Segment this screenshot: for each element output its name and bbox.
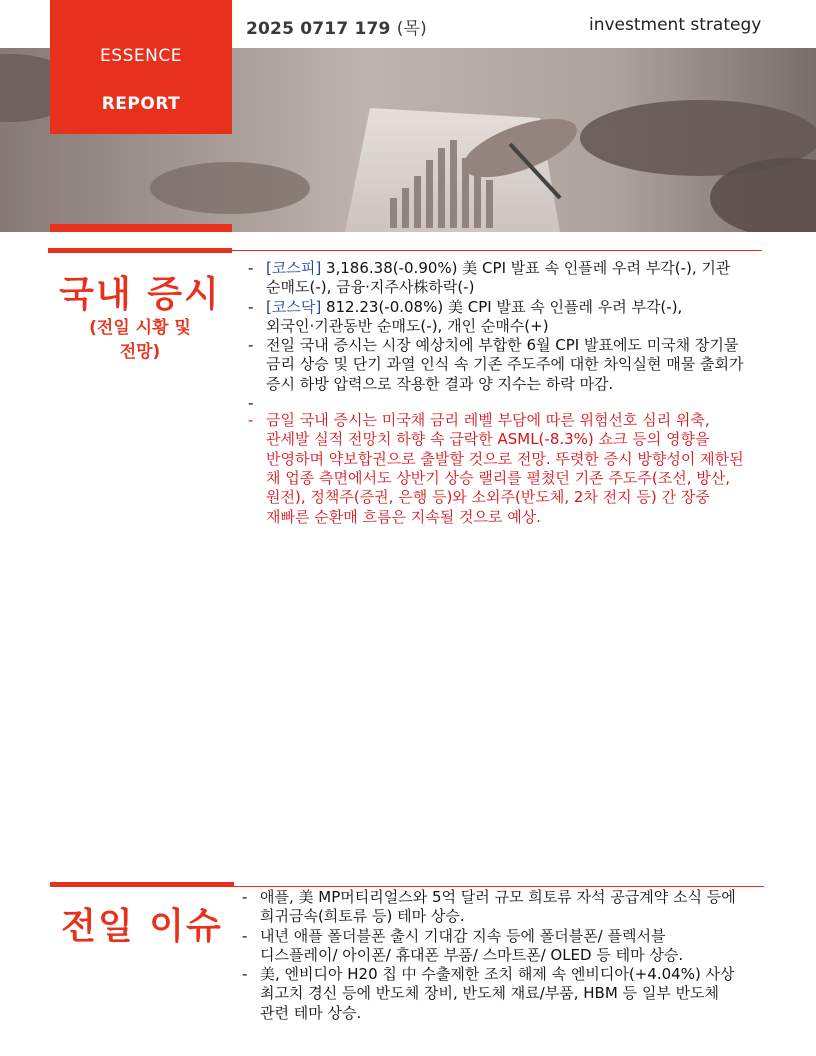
kospi-line-2: 순매도(-), 금융·지주사株하락(-)	[266, 278, 475, 297]
kospi-line-1: - [코스피] 3,186.38(-0.90%) 美 CPI 발표 속 인플레 우려 부각(-), 기관	[266, 259, 731, 277]
subtitle-line-1: (전일 시황 및	[89, 318, 191, 338]
market-summary-bullet: - 전일 국내 증시는 시장 예상치에 부합한 6월 CPI 발표에도 미국채 장기물 금리 상승 및 단기 과열 인식 속 기존 주도주에 대한 차익실현 매물 출회가 증시 하방 압력으로 작용한 결과 양 지수는 하락 마감.	[248, 336, 798, 394]
kospi-bullet	[248, 259, 798, 298]
domestic-market-bullets	[248, 259, 798, 527]
domestic-market-title: 국내 증시	[59, 274, 221, 315]
brand-name: ESSENCE	[100, 46, 182, 66]
issue-item: - 美, 엔비디아 H20 칩 中 수출제한 조치 해제 속 엔비디아(+4.04%) 사상 최고치 경신 등에 반도체 장비, 반도체 재료/부품, HBM 등 일부 반도체 관련 테마 상승.	[242, 965, 798, 1023]
date-number: 2025 0717 179	[246, 19, 391, 39]
kosdaq-bullet	[248, 298, 798, 337]
section-divider-thick	[48, 248, 232, 253]
kosdaq-line-2: 외국인·기관동반 순매도(-), 개인 순매수(+)	[266, 316, 549, 335]
previous-day-issues-title: 전일 이슈	[61, 906, 223, 947]
report-date	[246, 14, 427, 39]
spacer	[248, 394, 798, 411]
day-of-week: (목)	[396, 19, 427, 39]
kosdaq-tag: [코스닥]	[266, 297, 322, 316]
issues-divider-thin	[234, 886, 764, 887]
market-outlook-bullet: - 금일 국내 증시는 미국채 금리 레벨 부담에 따른 위험선호 심리 위축, 관세발 실적 전망치 하향 속 급락한 ASML(-8.3%) 쇼크 등의 영향을 반영하며 약보합권으로 출발할 것으로 전망. 뚜렷한 증시 방향성이 제한된 채 업종 측면에서도 상반기 상승 랠리를 펼쳤던 기존 주도주(조선, 방산, 원전), 정책주(증권, 은행 등)와 소외주(반도체, 2차 전지 등) 간 장중 재빠른 순환매 흐름은 지속될 것으로 예상.	[248, 411, 798, 527]
brand-report-label: REPORT	[101, 94, 181, 114]
section-divider-thin	[232, 250, 762, 251]
issues-bullets	[242, 888, 798, 1023]
domestic-market-subtitle	[48, 316, 232, 364]
header-category: investment strategy	[589, 15, 762, 35]
issue-item: - 내년 애플 폴더블폰 출시 기대감 지속 등에 폴더블폰/ 플렉서블 디스플레이/ 아이폰/ 휴대폰 부품/ 스마트폰/ OLED 등 테마 상승.	[242, 927, 798, 966]
kosdaq-line-1: - [코스닥] 812.23(-0.08%) 美 CPI 발표 속 인플레 우려 부각(-),	[266, 297, 683, 316]
subtitle-line-2: 전망)	[119, 342, 161, 362]
issues-divider-thick	[50, 882, 234, 887]
issue-item: - 애플, 美 MP머티리얼스와 5억 달러 규모 희토류 자석 공급계약 소식 등에 희귀금속(희토류 등) 테마 상승.	[242, 888, 798, 927]
brand-accent-strip	[50, 224, 232, 232]
kospi-tag: [코스피]	[266, 259, 322, 277]
